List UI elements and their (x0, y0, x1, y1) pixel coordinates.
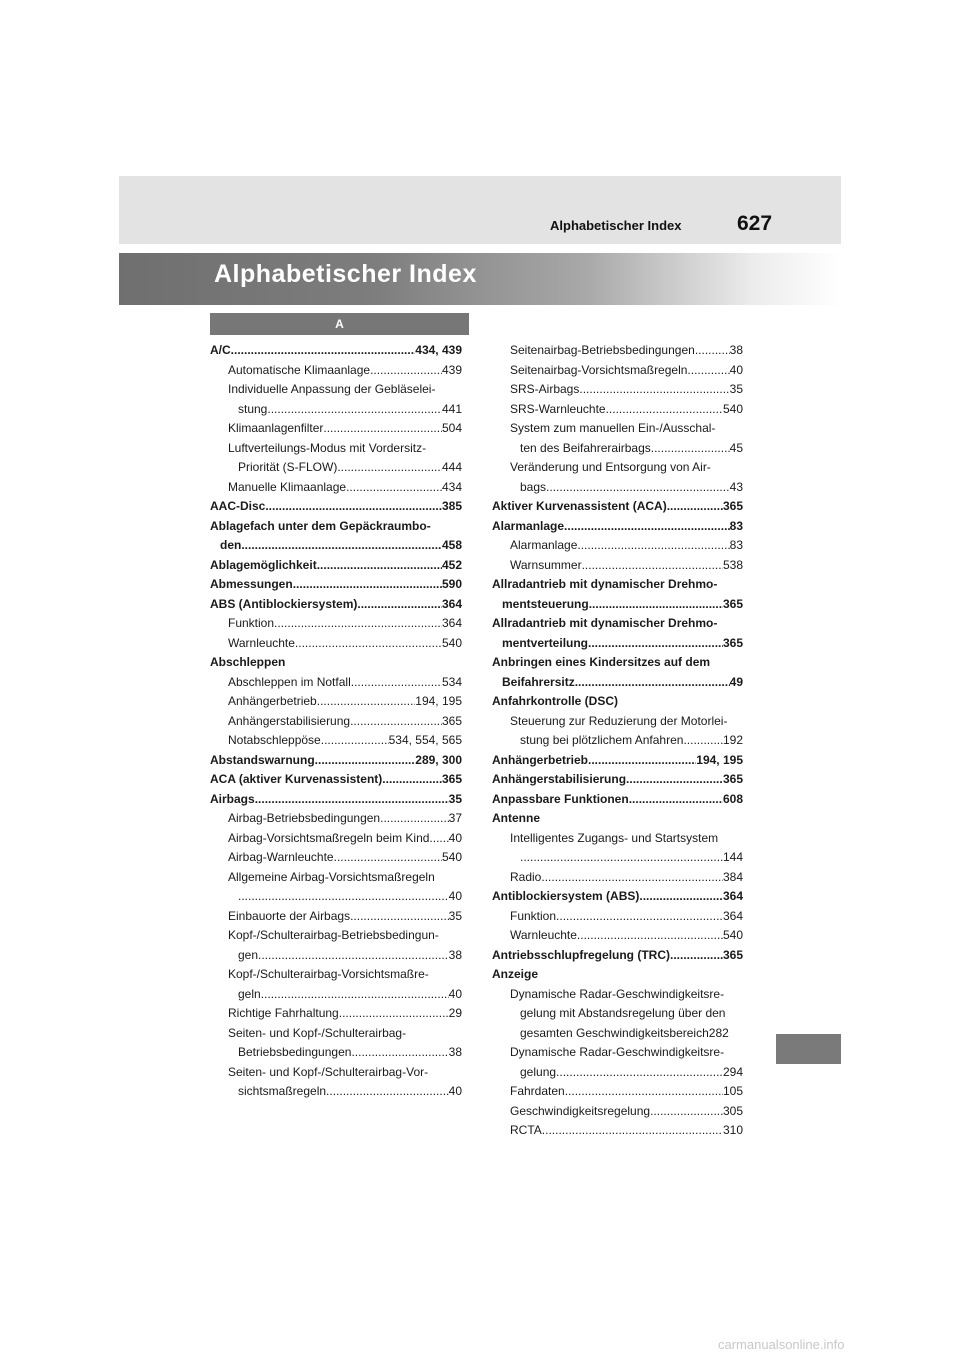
index-entry-page: 40 (448, 1084, 462, 1098)
index-entry (210, 419, 462, 439)
leader-dots (695, 341, 730, 361)
index-entry-page: 35 (448, 908, 462, 923)
index-entry-text: gesamten Geschwindigkeitsbereich282 (520, 1025, 729, 1040)
index-entry-label: Richtige Fahrhaltung (228, 1006, 339, 1020)
leader-dots (575, 673, 730, 693)
leader-dots (582, 556, 723, 576)
leader-dots (650, 1102, 723, 1122)
index-entry-label: Anhängerbetrieb (492, 752, 589, 767)
index-entry-page: 540 (441, 850, 462, 864)
index-entry-text: Anfahrkontrolle (DSC) (492, 694, 618, 708)
index-entry (492, 595, 743, 615)
index-entry-text: Antenne (492, 811, 540, 825)
index-entry-page: 365 (722, 635, 743, 650)
leader-dots (687, 361, 729, 381)
index-entry-label: den (220, 538, 242, 552)
leader-dots (351, 1043, 448, 1063)
index-entry-page: 29 (448, 1006, 462, 1020)
index-entry-label: geln (238, 986, 261, 1001)
index-entry-text: System zum manuellen Ein-/Ausschal- (510, 421, 716, 435)
index-entry (210, 634, 462, 654)
leader-dots (546, 478, 730, 498)
index-entry (492, 1082, 743, 1102)
index-entry-label: Alarmanlage (510, 538, 578, 552)
leader-dots (323, 419, 442, 439)
index-entry-page: 364 (441, 596, 462, 611)
index-entry-text: Seiten- und Kopf-/Schulterairbag- (228, 1025, 407, 1040)
watermark: carmanualsonline.info (718, 1337, 845, 1352)
leader-dots (667, 497, 723, 517)
index-entry-label: Klimaanlagenfilter (228, 421, 324, 435)
leader-dots (639, 887, 723, 907)
index-entry-page: 40 (448, 830, 462, 845)
leader-dots (265, 497, 442, 517)
index-entry-page: 289, 300 (415, 752, 462, 767)
leader-dots (564, 517, 730, 537)
index-entry (492, 790, 743, 810)
index-entry-page: 38 (448, 1045, 462, 1059)
index-entry-page: 364 (441, 616, 462, 630)
index-entry (492, 634, 743, 654)
index-entry-label: Beifahrersitz (502, 674, 575, 689)
index-entry-page: 38 (729, 343, 743, 357)
leader-dots (670, 946, 723, 966)
index-entry (210, 692, 462, 712)
index-entry-text: Seiten- und Kopf-/Schulterairbag-Vor- (228, 1064, 429, 1079)
index-entry (492, 770, 743, 790)
index-entry-page: 310 (722, 1123, 743, 1137)
index-entry-page: 540 (722, 401, 743, 416)
index-entry-page: 364 (722, 908, 743, 923)
leader-dots (683, 731, 723, 751)
index-entry-label: Warnleuchte (228, 635, 295, 650)
index-entry-label: Airbag-Vorsichtsmaßregeln beim Kind (228, 830, 430, 845)
index-entry-text: Veränderung und Entsorgung von Air- (510, 460, 711, 474)
index-entry (210, 809, 462, 829)
index-entry-label: Automatische Klimaanlage (228, 362, 371, 377)
index-entry (492, 400, 743, 420)
index-entry-text: Abschleppen (210, 655, 286, 669)
index-entry (492, 517, 743, 537)
index-entry-page: 452 (441, 557, 462, 572)
index-entry-label: Radio (510, 869, 542, 884)
index-entry-text: gelung mit Abstandsregelung über den (520, 1006, 726, 1020)
index-entry-label: Geschwindigkeitsregelung (510, 1103, 651, 1118)
index-entry-label: Funktion (228, 616, 275, 630)
index-entry (492, 731, 743, 751)
index-entry-text: Ablagefach unter dem Gepäckraumbo- (210, 518, 431, 533)
index-entry (210, 614, 462, 634)
leader-dots (231, 341, 416, 361)
leader-dots (326, 1082, 449, 1102)
index-entry-page: 444 (441, 460, 462, 474)
leader-dots (274, 614, 442, 634)
leader-dots (626, 770, 723, 790)
index-entry-page: 365 (441, 713, 462, 728)
leader-dots (520, 848, 723, 868)
index-entry (492, 907, 743, 927)
index-entry (210, 556, 462, 576)
index-entry-page: 365 (722, 772, 743, 786)
index-entry (210, 731, 462, 751)
index-entry-label: Anhängerstabilisierung (228, 713, 351, 728)
index-entry (492, 848, 743, 868)
index-entry-label: Funktion (510, 908, 557, 923)
index-entry-page: 40 (448, 986, 462, 1001)
index-entry-text: Allgemeine Airbag-Vorsichtsmaßregeln (228, 869, 435, 884)
index-entry-label: A/C (210, 343, 231, 357)
index-entry (492, 439, 743, 459)
index-entry (210, 985, 462, 1005)
index-entry (210, 341, 462, 361)
leader-dots (629, 790, 723, 810)
index-entry-page: 294 (722, 1064, 743, 1079)
index-entry-page: 35 (448, 791, 462, 806)
index-entry-label: Ablagemöglichkeit (210, 557, 317, 572)
index-entry (210, 458, 462, 478)
index-entry-label: ABS (Antiblockiersystem) (210, 596, 358, 611)
index-entry-page: 540 (722, 928, 743, 942)
index-entry (492, 868, 743, 888)
index-entry-page: 441 (441, 401, 462, 416)
index-entry-text: Anbringen eines Kindersitzes auf dem (492, 655, 711, 669)
leader-dots (261, 985, 449, 1005)
index-entry-text: Dynamische Radar-Geschwindigkeitsre- (510, 986, 725, 1001)
leader-dots (317, 556, 442, 576)
index-entry-page: 365 (722, 596, 743, 611)
running-header-title: Alphabetischer Index (550, 218, 682, 233)
index-entry (492, 1102, 743, 1122)
leader-dots (589, 595, 723, 615)
index-entry-label: RCTA (510, 1123, 542, 1137)
index-entry-text: Intelligentes Zugangs- und Startsystem (510, 830, 719, 845)
index-entry-page: 194, 195 (696, 752, 743, 767)
index-entry (210, 478, 462, 498)
leader-dots (317, 692, 416, 712)
index-entry-page: 37 (448, 811, 462, 825)
index-entry (492, 341, 743, 361)
leader-dots (541, 868, 723, 888)
index-entry-page: 534 (441, 674, 462, 689)
leader-dots (350, 907, 449, 927)
index-entry-label: Warnsummer (510, 557, 582, 572)
index-entry-page: 434 (441, 479, 462, 494)
index-entry-text: Dynamische Radar-Geschwindigkeitsre- (510, 1045, 725, 1059)
index-entry-label: Manuelle Klimaanlage (228, 479, 347, 494)
leader-dots (588, 634, 723, 654)
index-column-right (492, 341, 743, 1141)
index-entry-label: stung (238, 401, 268, 416)
index-entry (210, 907, 462, 927)
index-entry-label: Seitenairbag-Vorsichtsmaßregeln (510, 362, 688, 377)
index-entry-text: Luftverteilungs-Modus mit Vordersitz- (228, 440, 427, 455)
index-entry (210, 770, 462, 790)
index-entry-label: gen (238, 947, 259, 962)
index-entry-page: 590 (441, 577, 462, 591)
page-header-band (119, 176, 841, 244)
index-entry (210, 497, 462, 517)
index-entry (210, 361, 462, 381)
index-entry-page: 192 (722, 733, 743, 747)
chapter-title: Alphabetischer Index (214, 260, 477, 288)
index-entry-page: 540 (441, 635, 462, 650)
index-entry (492, 497, 743, 517)
index-entry-page: 83 (729, 538, 743, 552)
index-entry (210, 595, 462, 615)
index-entry (210, 400, 462, 420)
leader-dots (565, 1082, 723, 1102)
index-entry-text: Anzeige (492, 967, 539, 981)
index-entry (492, 946, 743, 966)
index-entry-page: 504 (441, 421, 462, 435)
index-entry-label: Airbags (210, 791, 255, 806)
index-entry-text: Steuerung zur Reduzierung der Motorlei- (510, 713, 728, 728)
leader-dots (351, 673, 442, 693)
index-entry (210, 1004, 462, 1024)
leader-dots (542, 1121, 723, 1141)
index-entry-label: SRS-Airbags (510, 382, 580, 396)
index-entry (210, 887, 462, 907)
index-entry-page: 43 (729, 479, 743, 494)
index-entry-label: sichtsmaßregeln (238, 1084, 327, 1098)
index-entry (492, 1121, 743, 1141)
index-entry-page: 365 (722, 499, 743, 513)
leader-dots (255, 790, 449, 810)
index-entry (492, 926, 743, 946)
index-entry-page: 608 (722, 791, 743, 806)
index-entry-label: Anhängerbetrieb (228, 694, 317, 708)
index-entry-page: 458 (441, 538, 462, 552)
index-entry (210, 790, 462, 810)
index-entry (492, 536, 743, 556)
index-entry-label: Priorität (S-FLOW) (238, 460, 338, 474)
index-entry-page: 45 (729, 440, 743, 455)
index-entry-page: 434, 439 (415, 343, 462, 357)
index-entry (210, 1043, 462, 1063)
index-entry-label: Betriebsbedingungen (238, 1045, 352, 1059)
index-entry-page: 83 (729, 518, 743, 533)
leader-dots (337, 458, 442, 478)
leader-dots (295, 634, 442, 654)
leader-dots (429, 829, 448, 849)
leader-dots (370, 361, 442, 381)
chapter-thumb-tab (776, 1034, 841, 1064)
leader-dots (579, 380, 729, 400)
index-entry-label: Antriebsschlupfregelung (TRC) (492, 947, 671, 962)
leader-dots (258, 946, 449, 966)
index-entry-page: 534, 554, 565 (388, 733, 462, 747)
leader-dots (588, 751, 696, 771)
index-entry-label: Fahrdaten (510, 1084, 565, 1098)
index-entry-label: Einbauorte der Airbags (228, 908, 351, 923)
index-entry-page: 439 (441, 362, 462, 377)
index-entry (210, 848, 462, 868)
index-entry-label: Anpassbare Funktionen (492, 791, 629, 806)
index-entry-text: Allradantrieb mit dynamischer Drehmo- (492, 577, 718, 591)
leader-dots (334, 848, 442, 868)
index-entry-label: Warnleuchte (510, 928, 577, 942)
index-entry (210, 575, 462, 595)
index-entry-text: Allradantrieb mit dynamischer Drehmo- (492, 616, 718, 630)
leader-dots (267, 400, 442, 420)
index-entry-page: 105 (722, 1084, 743, 1098)
index-entry (210, 829, 462, 849)
index-entry (492, 1063, 743, 1083)
index-entry-page: 365 (441, 772, 462, 786)
index-entry (492, 478, 743, 498)
index-entry-text: Kopf-/Schulterairbag-Vorsichtsmaßre- (228, 967, 429, 981)
section-letter: A (335, 317, 344, 331)
index-entry (492, 556, 743, 576)
index-entry-label: bags (520, 479, 547, 494)
index-entry-label: Abmessungen (210, 577, 293, 591)
page-number: 627 (737, 212, 773, 235)
index-entry (492, 673, 743, 693)
leader-dots (238, 887, 449, 907)
index-entry-page: 144 (722, 850, 743, 864)
index-entry-label: mentsteuerung (502, 596, 589, 611)
index-entry-page: 49 (729, 674, 743, 689)
leader-dots (651, 439, 730, 459)
leader-dots (241, 536, 442, 556)
leader-dots (556, 1063, 723, 1083)
index-entry-label: Abschleppen im Notfall (228, 674, 351, 689)
index-entry-page: 194, 195 (415, 694, 462, 708)
leader-dots (293, 575, 442, 595)
index-entry-page: 538 (722, 557, 743, 572)
leader-dots (577, 536, 729, 556)
index-entry-page: 365 (722, 947, 743, 962)
index-entry (210, 673, 462, 693)
index-entry-label: Alarmanlage (492, 518, 565, 533)
index-entry-page: 305 (722, 1103, 743, 1118)
index-entry (210, 536, 462, 556)
leader-dots (577, 926, 723, 946)
index-entry-label: AAC-Disc (210, 499, 266, 513)
index-entry-label: Notabschleppöse (228, 733, 321, 747)
index-entry-page: 384 (722, 869, 743, 884)
index-entry-label: Abstandswarnung (210, 752, 315, 767)
index-entry (492, 380, 743, 400)
index-entry (492, 751, 743, 771)
index-column-left (210, 341, 462, 1102)
leader-dots (346, 478, 442, 498)
index-entry-label: SRS-Warnleuchte (510, 401, 606, 416)
index-entry-label: ten des Beifahrerairbags (520, 440, 651, 455)
index-entry-label: Airbag-Warnleuchte (228, 850, 334, 864)
index-entry-label: Seitenairbag-Betriebsbedingungen (510, 343, 695, 357)
index-entry (210, 712, 462, 732)
index-entry-page: 40 (729, 362, 743, 377)
index-entry-label: ACA (aktiver Kurvenassistent) (210, 772, 383, 786)
index-entry-page: 35 (729, 382, 743, 396)
index-entry-text: Individuelle Anpassung der Gebläselei- (228, 382, 436, 396)
leader-dots (380, 809, 449, 829)
index-entry-page: 40 (448, 889, 462, 903)
index-entry (210, 946, 462, 966)
index-entry (492, 887, 743, 907)
index-entry (210, 1082, 462, 1102)
index-entry-page: 385 (441, 499, 462, 513)
leader-dots (339, 1004, 449, 1024)
leader-dots (321, 731, 389, 751)
index-entry-page: 38 (448, 947, 462, 962)
index-entry-label: stung bei plötzlichem Anfahren (520, 733, 684, 747)
index-entry-label: Antiblockiersystem (ABS) (492, 889, 640, 903)
index-entry-label: mentverteilung (502, 635, 589, 650)
index-entry (492, 361, 743, 381)
index-entry-label: Aktiver Kurvenassistent (ACA) (492, 499, 667, 513)
leader-dots (606, 400, 723, 420)
index-entry-label: Airbag-Betriebsbedingungen (228, 811, 381, 825)
index-entry-text: Kopf-/Schulterairbag-Betriebsbedingun- (228, 928, 439, 942)
index-entry-page: 364 (722, 889, 743, 903)
index-entry-label: gelung (520, 1064, 557, 1079)
leader-dots (315, 751, 416, 771)
index-entry-label: Anhängerstabilisierung (492, 772, 627, 786)
leader-dots (556, 907, 723, 927)
leader-dots (357, 595, 442, 615)
leader-dots (382, 770, 442, 790)
index-entry (210, 751, 462, 771)
leader-dots (350, 712, 442, 732)
